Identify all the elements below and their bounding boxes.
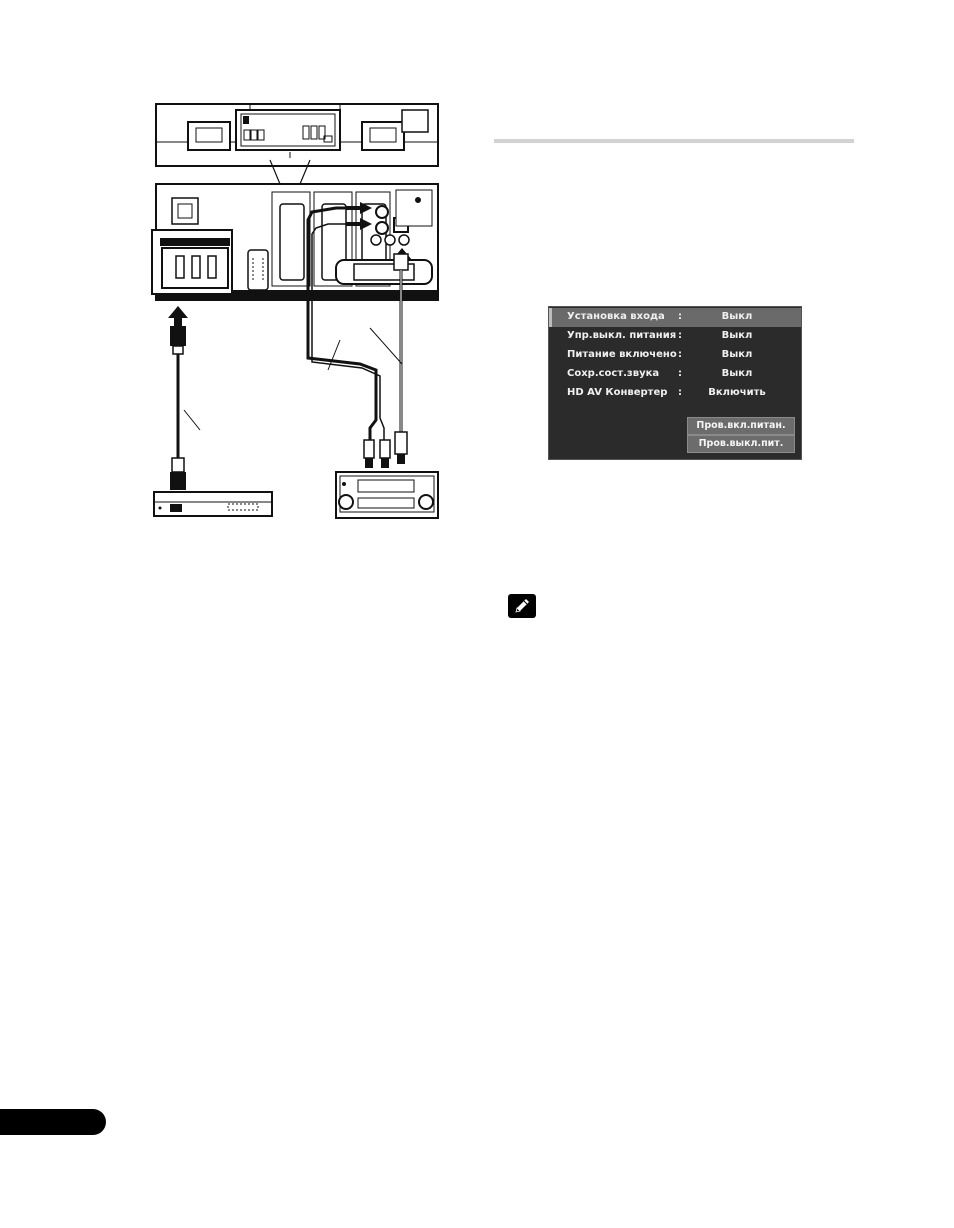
section-separator bbox=[494, 139, 854, 143]
av-receiver bbox=[336, 472, 438, 518]
menu-row-label: Питание включено bbox=[567, 349, 677, 360]
power-on-check-button[interactable]: Пров.вкл.питан. bbox=[687, 417, 795, 435]
hdmi-cable bbox=[170, 326, 186, 490]
menu-row-hd-av-converter[interactable] bbox=[549, 384, 801, 403]
menu-row-value: Выкл bbox=[721, 330, 753, 341]
menu-row-save-sound-state[interactable] bbox=[549, 365, 801, 384]
tv-rear-panel bbox=[156, 104, 438, 166]
menu-row-colon: : bbox=[678, 368, 682, 379]
menu-row-colon: : bbox=[678, 349, 682, 360]
menu-row-colon: : bbox=[678, 330, 682, 341]
pencil-note-icon bbox=[508, 594, 536, 618]
page-number-tab bbox=[0, 1109, 106, 1135]
menu-row-input-setup[interactable] bbox=[549, 308, 801, 327]
menu-row-label: Установка входа bbox=[567, 311, 665, 322]
menu-row-label: HD AV Конвертер bbox=[567, 387, 668, 398]
terminal-panel bbox=[152, 184, 438, 300]
menu-row-power-off-control[interactable] bbox=[549, 327, 801, 346]
menu-row-label: Упр.выкл. питания bbox=[567, 330, 677, 341]
connection-diagram bbox=[140, 100, 450, 525]
menu-row-colon: : bbox=[678, 311, 682, 322]
source-device bbox=[154, 492, 272, 516]
hdmi-control-menu bbox=[548, 306, 802, 460]
menu-row-value: Включить bbox=[708, 387, 766, 398]
menu-row-power-on[interactable] bbox=[549, 346, 801, 365]
menu-row-value: Выкл bbox=[721, 349, 753, 360]
menu-row-value: Выкл bbox=[721, 311, 753, 322]
power-off-check-button[interactable]: Пров.выкл.пит. bbox=[687, 435, 795, 453]
menu-row-colon: : bbox=[678, 387, 682, 398]
menu-row-value: Выкл bbox=[721, 368, 753, 379]
menu-row-label: Сохр.сост.звука bbox=[567, 368, 660, 379]
selection-indicator bbox=[549, 308, 552, 327]
